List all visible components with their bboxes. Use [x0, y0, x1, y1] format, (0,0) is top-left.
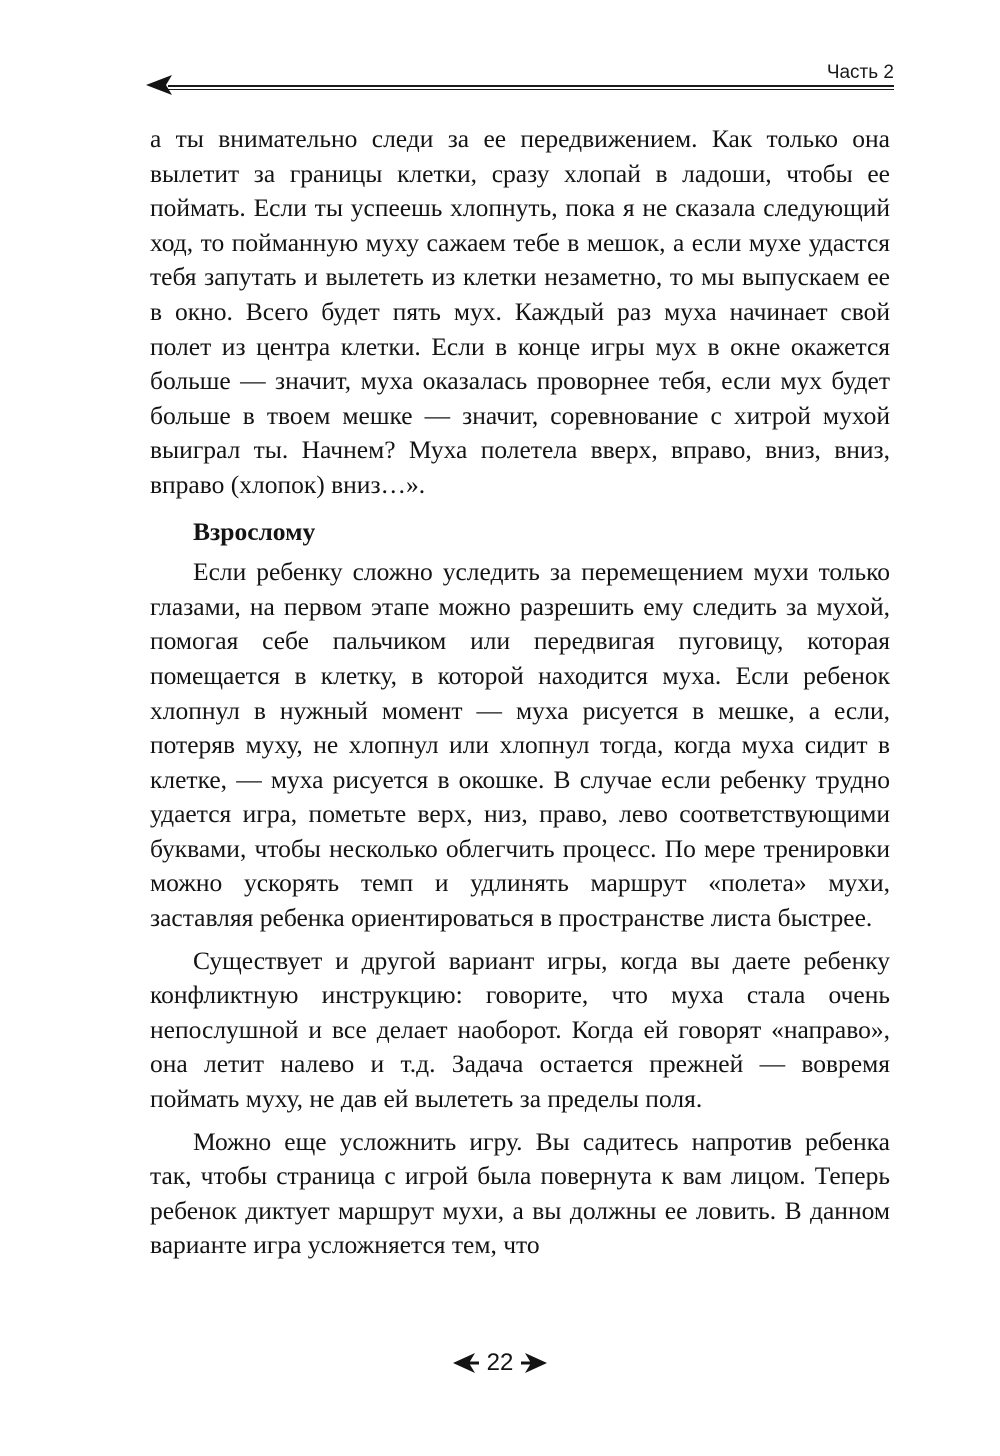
section-heading: Взрослому — [193, 516, 316, 546]
arrow-left-icon — [453, 1352, 479, 1374]
page-number: 22 — [486, 1349, 514, 1376]
paragraph-continued: а ты внимательно следи за ее передвижением. Как только она вылетит за границы клетки, сразу хлопай в ладоши, чтобы ее поймать. Если ты успеешь хлопнуть, пока я не сказала следующий ход, то пойманную муху сажаем тебе в мешок, а если мухе удастся тебя запутать и вылететь из клетки незаметно, то мы выпускаем ее в окно. Всего будет пять мух. Каждый раз муха начинает свой полет из центра клетки. Если в конце игры мух в окне окажется больше — значит, муха оказалась проворнее тебя, если мух будет больше в твоем мешке — значит, соревнование с хитрой мухой выиграл ты. Начнем? Муха полетела вверх, вправо, вниз, вниз, вправо (хлопок) вниз…». — [150, 124, 890, 499]
page-footer — [0, 1348, 1000, 1378]
section-label: Часть 2 — [826, 62, 894, 83]
page-body — [150, 122, 890, 1263]
header-rule — [168, 85, 894, 90]
paragraph-harder-variant: Можно еще усложнить игру. Вы садитесь напротив ребенка так, чтобы страница с игрой была повернута к вам лицом. Теперь ребенок диктует маршрут мухи, а вы должны ее ловить. В данном варианте игра усложняется тем, что — [150, 1126, 890, 1260]
paragraph-variant: Существует и другой вариант игры, когда вы даете ребенку конфликтную инструкцию: говорите, что муха стала очень непослушной и все делает наоборот. Когда ей говорят «направо», она летит налево и т.д. Задача остается прежней — вовремя поймать муху, не дав ей вылететь за пределы поля. — [150, 945, 890, 1114]
paragraph-adult-advice: Если ребенку сложно уследить за перемещением мухи только глазами, на первом этапе можно разрешить ему следить за мухой, помогая себе пальчиком или передвигая пуговицу, которая помещается в клетку, в которой находится муха. Если ребенок хлопнул в нужный момент — муха рисуется в мешке, а если, потеряв муху, не хлопнул или хлопнул тогда, когда муха сидит в клетке, — муха рисуется в окошке. В случае если ребенку трудно удается игра, пометьте верх, низ, право, лево соответствующими буквами, чтобы несколько облегчить процесс. По мере тренировки можно ускорять темп и удлинять маршрут «полета» мухи, заставляя ребенка ориентироваться в пространстве листа быстрее. — [150, 557, 890, 933]
running-header — [146, 62, 894, 106]
arrow-right-icon — [521, 1352, 547, 1374]
